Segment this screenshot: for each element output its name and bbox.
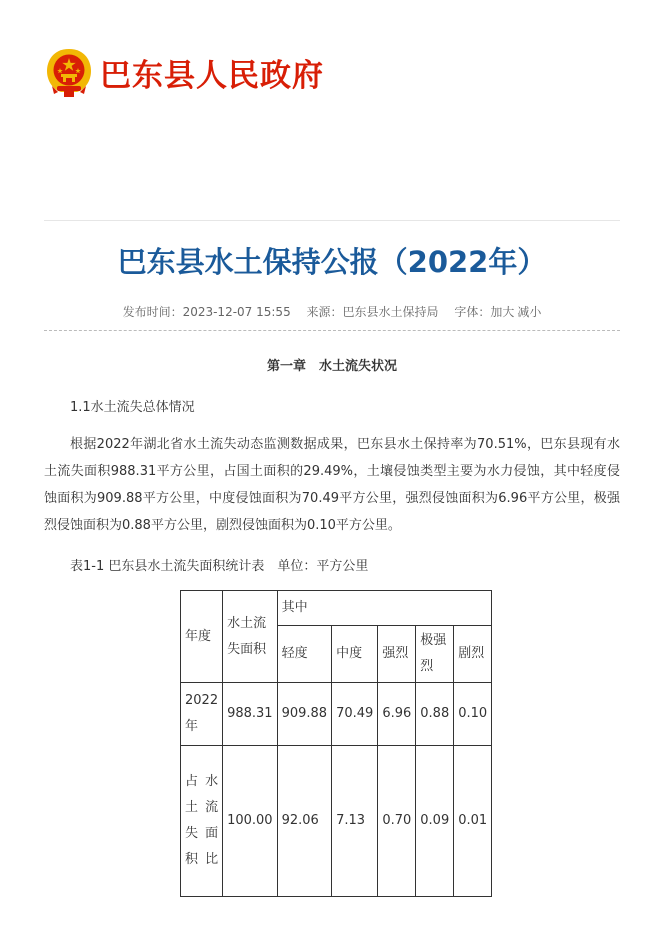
subheader-very-strong: 极强烈: [416, 626, 454, 683]
table-row: [181, 746, 492, 897]
table-cell: 0.10: [454, 683, 492, 746]
table-header-row: [181, 591, 492, 626]
publish-time: 发布时间：2023-12-07 15:55: [122, 305, 291, 319]
table-cell: 909.88: [277, 683, 332, 746]
table-cell: 0.01: [454, 746, 492, 897]
stats-table-container: [180, 590, 488, 904]
font-size-label: 字体：: [454, 305, 491, 319]
year-header: 年度: [181, 591, 223, 683]
subheader-light: 轻度: [277, 626, 332, 683]
body-paragraph: 根据2022年湖北省水土流失动态监测数据成果，巴东县水土保持率为70.51%，巴东县现有水土流失面积988.31平方公里，占国土面积的29.49%，土壤侵蚀类型主要为水力侵蚀，其中轻度侵蚀面积为909.88平方公里，中度侵蚀面积为70.49平方公里，强烈侵蚀面积为6.96平方公里，极强烈侵蚀面积为0.88平方公里，剧烈侵蚀面积为0.10平方公里。: [44, 437, 620, 533]
table-cell: 6.96: [378, 683, 416, 746]
subheader-severe: 剧烈: [454, 626, 492, 683]
font-decrease-button[interactable]: 减小: [517, 305, 542, 319]
table-cell: 0.88: [416, 683, 454, 746]
group-header: 其中: [277, 591, 492, 626]
area-header: 水土流失面积: [223, 591, 278, 683]
font-increase-button[interactable]: 加大: [490, 305, 515, 319]
font-size-controls: [454, 305, 541, 319]
table-cell: 100.00: [223, 746, 278, 897]
table-cell: 0.70: [378, 746, 416, 897]
table-cell: 7.13: [332, 746, 378, 897]
row-label: 占水土流失面积比: [181, 746, 223, 897]
article-meta: [44, 303, 620, 320]
national-emblem-icon: [44, 46, 94, 98]
chapter-heading: 第一章 水土流失状况: [266, 359, 397, 374]
table-row: [181, 683, 492, 746]
header-divider: [44, 220, 620, 221]
subheader-strong: 强烈: [378, 626, 416, 683]
section-heading: 1.1水土流失总体情况: [70, 400, 195, 415]
table-caption: 表1-1 巴东县水土流失面积统计表 单位：平方公里: [70, 559, 369, 574]
site-name[interactable]: 巴东县人民政府: [100, 58, 324, 94]
table-cell: 988.31: [223, 683, 278, 746]
row-label: 2022年: [181, 683, 223, 746]
subheader-moderate: 中度: [332, 626, 378, 683]
table-cell: 70.49: [332, 683, 378, 746]
table-cell: 92.06: [277, 746, 332, 897]
stats-table: [180, 590, 492, 897]
article-title: 巴东县水土保持公报（2022年）: [117, 245, 547, 279]
table-cell: 0.09: [416, 746, 454, 897]
site-header: [44, 44, 404, 100]
article-source: 来源：巴东县水土保持局: [306, 305, 439, 319]
meta-divider: [44, 330, 620, 331]
